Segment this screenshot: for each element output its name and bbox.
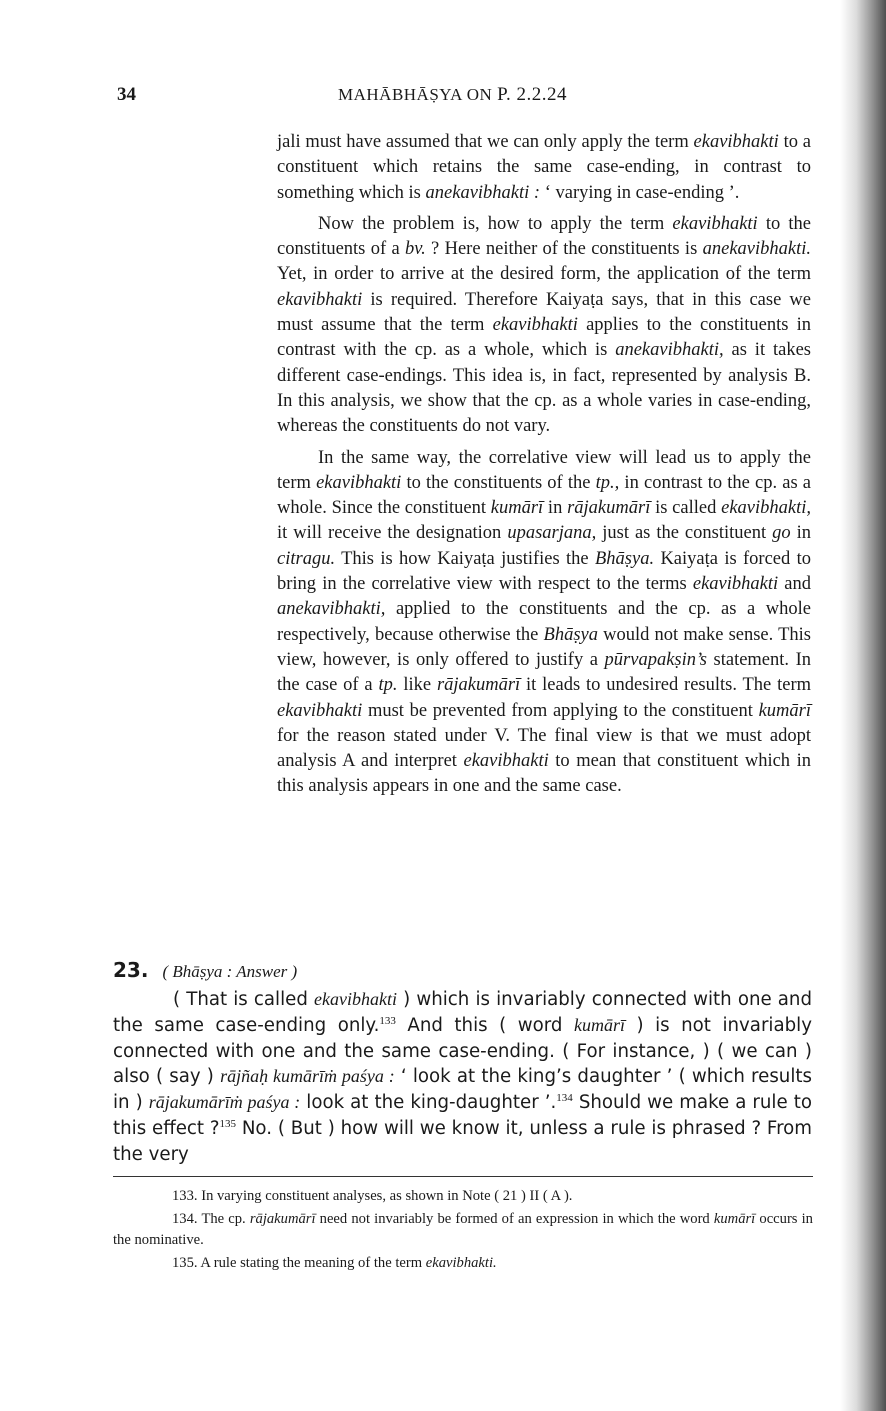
section-label: ( Bhāṣya : Answer ) <box>162 962 298 981</box>
footnote-ref-133: 133 <box>379 1014 396 1027</box>
running-title: MAHĀBHĀṢYA ON P. 2.2.24 <box>338 84 568 105</box>
translation-paragraph: ( That is called ekavibhakti ) which is invariably connected with one and the same case-ending only.$^{133}$ And this ( word kumārī ) is not invariably connected with one and the same case-ending. ( For instance, ) ( we can ) also ( say ) rājñaḥ kumārīṁ paśya : ‘ look at the king’s daughter ’ ( which results in ) rājakumārīṁ paśya : look at the king-daughter ’.$^{134}$ Should we make a rule to this effect ?$^{135}$ No. ( But ) how will we know it, unless a rule is phrased ? From the very <box>113 989 813 1165</box>
commentary-paragraph-1: jali must have assumed that we can only apply the term ekavibhakti to a constituent which retains the same case-ending, in contrast to something which is anekavibhakti : ‘ varying in case-ending ’. <box>277 132 811 203</box>
page-header <box>0 84 886 110</box>
footnote-134: 134. The cp. rājakumārī need not invariably be formed of an expression in which the word kumārī occurs in the nominative. <box>113 1211 813 1248</box>
commentary-block <box>277 130 811 800</box>
commentary-paragraph-3: In the same way, the correlative view will lead us to apply the term ekavibhakti to the constituents of the tp., in contrast to the cp. as a whole. Since the constituent kumārī in rājakumārī is called ekavibhakti, it will receive the designation upasarjana, just as the constituent go in citragu. This is how Kaiyaṭa justifies the Bhāṣya. Kaiyaṭa is forced to bring in the correlative view with respect to the terms ekavibhakti and anekavibhakti, applied to the constituents and the cp. as a whole respectively, because otherwise the Bhāṣya would not make sense. This view, however, is only offered to justify a pūrvapakṣin’s statement. In the case of a tp. like rājakumārī it leads to undesired results. The term ekavibhakti must be prevented from applying to the constituent kumārī for the reason stated under V. The final view is that we must adopt analysis A and interpret ekavibhakti to mean that constituent which in this analysis appears in one and the same case. <box>277 447 812 797</box>
section-heading <box>113 958 297 984</box>
page-number: 34 <box>117 84 136 105</box>
footnote-divider <box>113 1176 813 1177</box>
section-number: 23. <box>113 958 149 982</box>
footnote-135: 135. A rule stating the meaning of the term ekavibhakti. <box>172 1255 497 1271</box>
footnote-ref-135: 135 <box>219 1117 237 1130</box>
footnote-133: 133. In varying constituent analyses, as shown in Note ( 21 ) II ( A ). <box>172 1188 573 1204</box>
footnotes <box>113 1186 813 1276</box>
translation-block <box>113 987 812 1168</box>
commentary-paragraph-2: Now the problem is, how to apply the term ekavibhakti to the constituents of a bv. ? Here neither of the constituents is anekavibhakti. Yet, in order to arrive at the desired form, the application of the term ekavibhakti is required. Therefore Kaiyaṭa says, that in this case we must assume that the term ekavibhakti applies to the constituents in contrast with the cp. as a whole, which is anekavibhakti, as it takes different case-endings. This idea is, in fact, represented by analysis B. In this analysis, we show that the cp. as a whole varies in case-ending, whereas the constituents do not vary. <box>277 213 811 437</box>
sutra-reference: P. 2.2.24 <box>497 84 568 105</box>
footnote-ref-134: 134 <box>556 1092 573 1105</box>
book-binding-shadow <box>840 0 886 1411</box>
